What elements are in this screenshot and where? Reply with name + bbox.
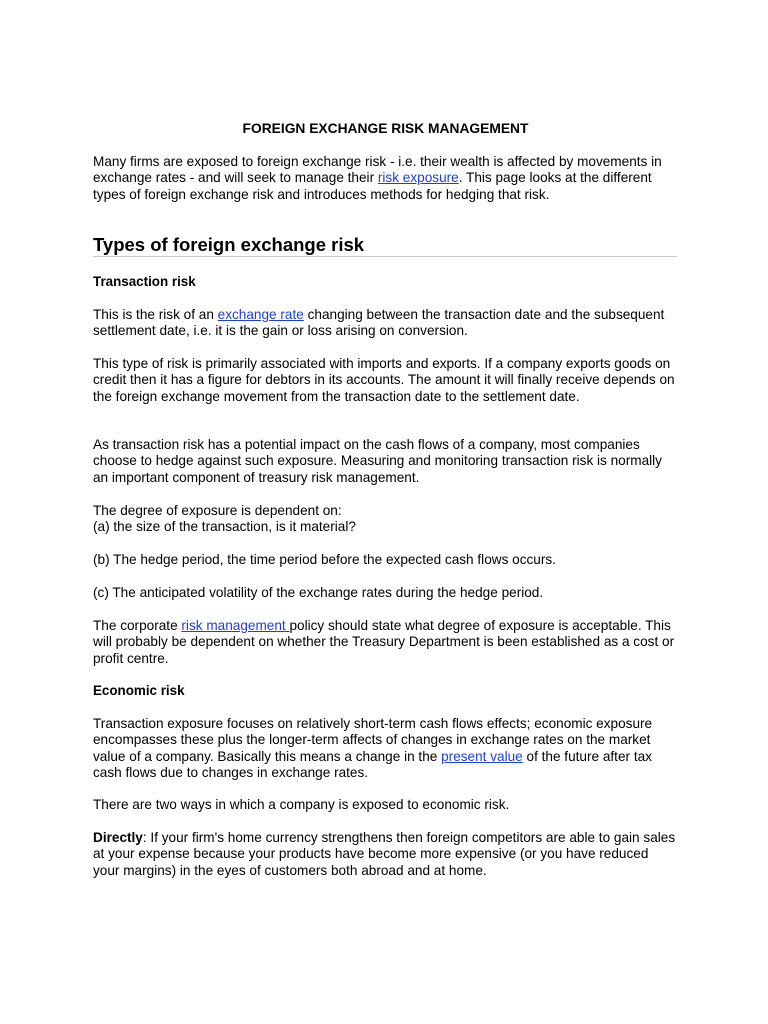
section-heading-types: Types of foreign exchange risk bbox=[93, 234, 365, 255]
heading-divider bbox=[93, 256, 677, 257]
tr-p7-text-a: The corporate bbox=[93, 618, 182, 633]
directly-label: Directly bbox=[93, 830, 143, 845]
exposure-dependent-line: The degree of exposure is dependent on: bbox=[93, 503, 342, 518]
intro-text-2: . This page looks at the different types of foreign exchange risk and introduces methods for hedging that risk. bbox=[93, 170, 652, 202]
intro-text-1: Many firms are exposed to foreign exchange risk - i.e. their wealth is affected by movements in exchange rates - and will seek to manage their bbox=[93, 154, 662, 186]
economic-paragraph-1 bbox=[93, 716, 678, 781]
exposure-item-b: (b) The hedge period, the time period before the expected cash flows occurs. bbox=[93, 552, 556, 567]
transaction-paragraph-policy bbox=[93, 618, 678, 667]
exposure-item-a: (a) the size of the transaction, is it material? bbox=[93, 519, 356, 534]
economic-paragraph-2: There are two ways in which a company is exposed to economic risk. bbox=[93, 797, 510, 812]
tr-p7-text-b: policy should state what degree of exposure is acceptable. This will probably be dependent on whether the Treasury Department is been established as a cost or profit centre. bbox=[93, 618, 675, 666]
risk-exposure-link[interactable]: risk exposure bbox=[377, 170, 459, 186]
tr-p1-text-b: changing between the transaction date and the subsequent settlement date, i.e. it is the gain or loss arising on conversion. bbox=[93, 307, 665, 339]
ec-p1-text-b: of the future after tax cash flows due to changes in exchange rates. bbox=[93, 748, 652, 780]
present-value-link[interactable]: present value bbox=[441, 748, 523, 764]
transaction-paragraph-1 bbox=[93, 307, 678, 340]
transaction-paragraph-2: This type of risk is primarily associated with imports and exports. If a company exports goods on credit then it has a figure for debtors in its accounts. The amount it will finally receive depends on the foreign exchange movement from the transaction date to the settlement date. bbox=[93, 356, 675, 404]
document-title: FOREIGN EXCHANGE RISK MANAGEMENT bbox=[242, 121, 529, 136]
transaction-risk-heading: Transaction risk bbox=[93, 274, 196, 289]
exchange-rate-link[interactable]: exchange rate bbox=[217, 307, 304, 322]
risk-management-link[interactable]: risk management bbox=[181, 618, 290, 633]
exposure-item-c: (c) The anticipated volatility of the exchange rates during the hedge period. bbox=[93, 585, 544, 600]
intro-paragraph bbox=[93, 154, 678, 203]
ec-p1-text-a: Transaction exposure focuses on relatively short-term cash flows effects; economic exposure encompasses these plus the longer-term affects of changes in exchange rates on the market value of a company. Basically this means a change in the bbox=[93, 716, 653, 764]
tr-p1-text-a: This is the risk of an bbox=[93, 307, 218, 322]
economic-risk-heading: Economic risk bbox=[93, 683, 185, 698]
transaction-paragraph-3: As transaction risk has a potential impact on the cash flows of a company, most companies choose to hedge against such exposure. Measuring and monitoring transaction risk is normally an important component of treasury risk management. bbox=[93, 437, 662, 485]
directly-text: : If your firm's home currency strengthens then foreign competitors are able to gain sales at your expense because your products have become more expensive (or you have reduced your margins) in the eyes of customers both abroad and at home. bbox=[93, 830, 676, 878]
economic-paragraph-directly bbox=[93, 830, 678, 879]
